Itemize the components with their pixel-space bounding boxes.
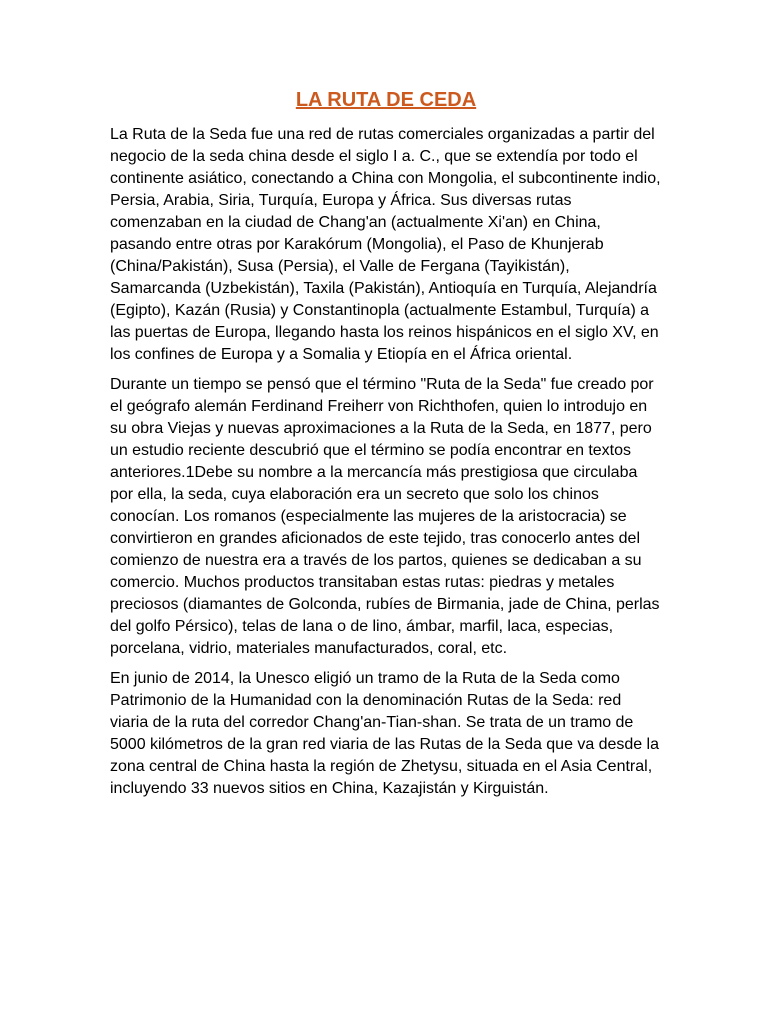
document-page <box>110 86 662 808</box>
paragraph-1: La Ruta de la Seda fue una red de rutas comerciales organizadas a partir del negocio de la seda china desde el siglo I a. C., que se extendía por todo el continente asiático, conectando a China con Mongolia, el subcontinente indio, Persia, Arabia, Siria, Turquía, Europa y África. Sus diversas rutas comenzaban en la ciudad de Chang'an (actualmente Xi'an) en China, pasando entre otras por Karakórum (Mongolia), el Paso de Khunjerab (China/Pakistán), Susa (Persia), el Valle de Fergana (Tayikistán), Samarcanda (Uzbekistán), Taxila (Pakistán), Antioquía en Turquía, Alejandría (Egipto), Kazán (Rusia) y Constantinopla (actualmente Estambul, Turquía) a las puertas de Europa, llegando hasta los reinos hispánicos en el siglo XV, en los confines de Europa y a Somalia y Etiopía en el África oriental. <box>110 126 661 363</box>
paragraph-2: Durante un tiempo se pensó que el término "Ruta de la Seda" fue creado por el geógrafo alemán Ferdinand Freiherr von Richthofen, quien lo introdujo en su obra Viejas y nuevas aproximaciones a la Ruta de la Seda, en 1877, pero un estudio reciente descubrió que el término se podía encontrar en textos anteriores.1Debe su nombre a la mercancía más prestigiosa que circulaba por ella, la seda, cuya elaboración era un secreto que solo los chinos conocían. Los romanos (especialmente las mujeres de la aristocracia) se convirtieron en grandes aficionados de este tejido, tras conocerlo antes del comienzo de nuestra era a través de los partos, quienes se dedicaban a su comercio. Muchos productos transitaban estas rutas: piedras y metales preciosos (diamantes de Golconda, rubíes de Birmania, jade de China, perlas del golfo Pérsico), telas de lana o de lino, ámbar, marfil, laca, especias, porcelana, vidrio, materiales manufacturados, coral, etc. <box>110 376 660 657</box>
document-title: LA RUTA DE CEDA <box>295 89 477 111</box>
paragraph-3: En junio de 2014, la Unesco eligió un tramo de la Ruta de la Seda como Patrimonio de la Humanidad con la denominación Rutas de la Seda: red viaria de la ruta del corredor Chang'an-Tian-shan. Se trata de un tramo de 5000 kilómetros de la gran red viaria de las Rutas de la Seda que va desde la zona central de China hasta la región de Zhetysu, situada en el Asia Central, incluyendo 33 nuevos sitios en China, Kazajistán y Kirguistán. <box>110 670 659 797</box>
